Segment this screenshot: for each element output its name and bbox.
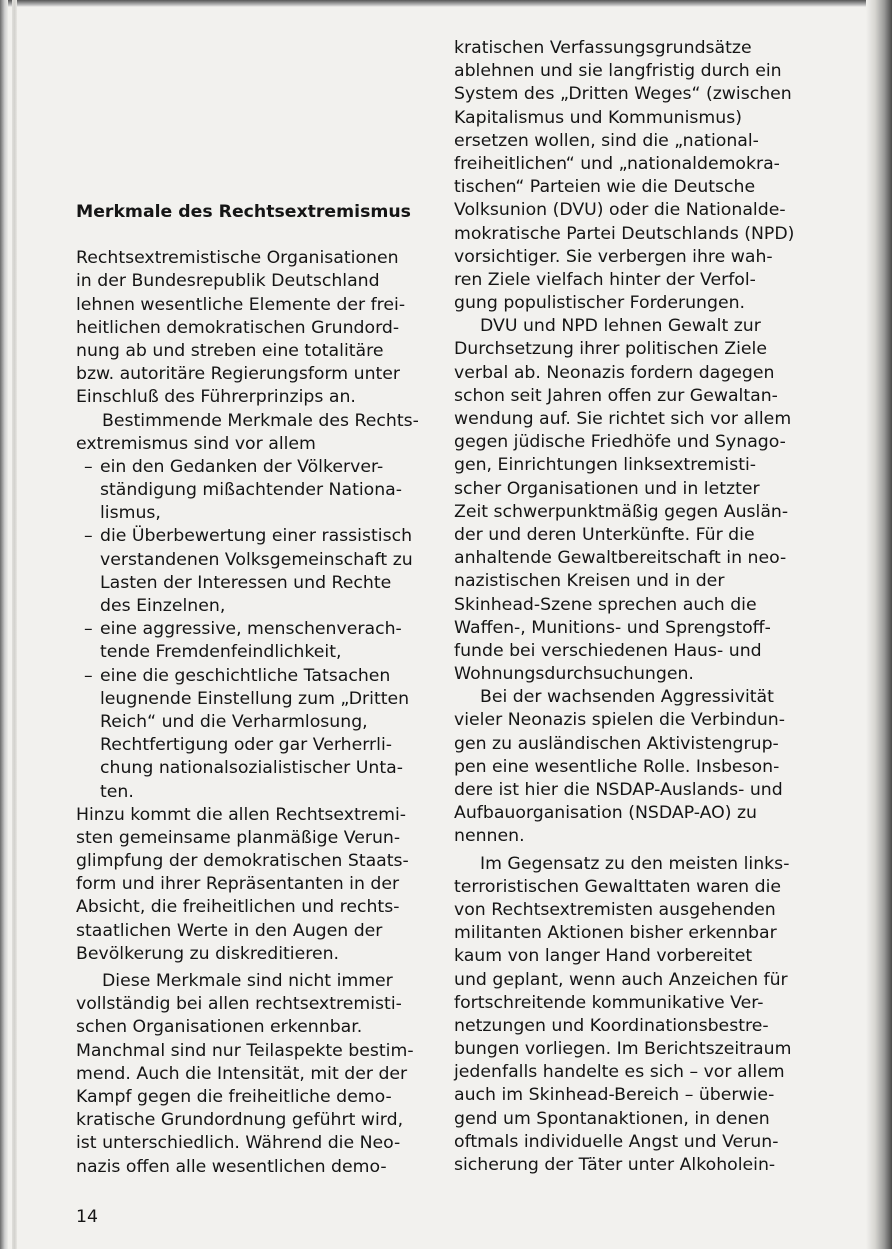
section-heading: Merkmale des Rechtsextremismus (76, 202, 411, 222)
bullet-line (76, 456, 414, 479)
text-line: Bestimmende Merkmale des Rechts- (102, 410, 419, 431)
bullet-dash: – (84, 619, 93, 640)
text-line: Einschluß des Führerprinzips an. (76, 387, 356, 408)
bullet-text: lismus, (100, 503, 161, 524)
text-line: dere ist hier die NSDAP-Auslands- und (454, 780, 783, 800)
text-line: in der Bundesrepublik Deutschland (76, 271, 380, 292)
text-line: form und ihrer Repräsentanten in der (76, 874, 400, 895)
text-line: Hinzu kommt die allen Rechtsextremi- (76, 804, 406, 825)
text-line: kratischen Verfassungsgrundsätze (454, 38, 752, 58)
bullet-text: die Überbewertung einer rassistisch (100, 526, 413, 547)
text-line: Waffen-, Munitions- und Sprengstoff- (454, 617, 771, 638)
bullet-line (76, 572, 414, 595)
bullet-line (76, 757, 414, 780)
bullet-text: Rechtfertigung oder gar Verherrli- (100, 735, 392, 756)
text-line: gen, Einrichtungen linksextremisti- (454, 455, 757, 476)
bullet-dash: – (84, 665, 93, 686)
bullet-text: Lasten der Interessen und Rechte (100, 572, 392, 593)
text-line: nennen. (454, 826, 525, 847)
text-line: Im Gegensatz zu den meisten links- (480, 853, 790, 874)
text-line: anhaltende Gewaltbereitschaft in neo- (454, 548, 787, 569)
bullet-line (76, 595, 414, 618)
scan-edge-left (0, 0, 8, 1249)
text-line: pen eine wesentliche Rolle. Insbeson- (454, 756, 780, 777)
bullet-line (76, 781, 414, 804)
paragraph-violence (454, 315, 814, 686)
text-line: jedenfalls handelte es sich – vor allem (454, 1062, 785, 1083)
paragraph-characteristics (76, 410, 419, 456)
text-line: verbal ab. Neonazis fordern dagegen (454, 362, 775, 383)
scan-edge-right (866, 0, 892, 1249)
text-line: gend um Spontanaktionen, in denen (454, 1108, 770, 1129)
text-line: sicherung der Täter unter Alkoholein- (454, 1155, 776, 1175)
text-line: ersetzen wollen, sind die „national- (454, 130, 759, 151)
text-line: DVU und NPD lehnen Gewalt zur (480, 316, 761, 337)
list-item (76, 456, 414, 526)
text-line: vollständig bei allen rechtsextremisti- (76, 994, 402, 1015)
text-line: gegen jüdische Friedhöfe und Synago- (454, 432, 786, 453)
text-line: netzungen und Koordinationsbestre- (454, 1015, 769, 1036)
list-item (76, 665, 414, 804)
text-line: Rechtsextremistische Organisationen (76, 248, 399, 269)
text-line: Diese Merkmale sind nicht immer (102, 971, 393, 991)
scan-gutter-shadow (12, 0, 17, 1249)
text-line: Absicht, die freiheitlichen und rechts- (76, 897, 400, 918)
text-line: wendung auf. Sie richtet sich vor allem (454, 409, 792, 429)
bullet-text: eine die geschichtliche Tatsachen (100, 665, 391, 686)
text-line: Volksunion (DVU) oder die Nationalde- (454, 200, 786, 221)
text-line: nazis offen alle wesentlichen demo- (76, 1156, 387, 1177)
text-line: vorsichtiger. Sie verbergen ihre wah- (454, 246, 773, 267)
bullet-text: leugnende Einstellung zum „Dritten (100, 688, 410, 709)
page-number: 14 (76, 1207, 98, 1227)
text-line: mokratische Partei Deutschlands (NPD) (454, 223, 795, 244)
text-line: heitlichen demokratischen Grundord- (76, 317, 400, 338)
bullet-line (76, 711, 414, 734)
bullet-line (76, 525, 414, 548)
text-line: ren Ziele vielfach hinter der Verfol- (454, 269, 756, 290)
bullet-line (76, 641, 414, 664)
text-line: fortschreitende kommunikative Ver- (454, 992, 764, 1013)
text-line: von Rechtsextremisten ausgehenden (454, 899, 776, 920)
paragraph-intensity (76, 970, 414, 1179)
paragraph-npd-dvu (454, 37, 814, 315)
text-line: ablehnen und sie langfristig durch ein (454, 61, 782, 82)
text-line: auch im Skinhead-Bereich – überwie- (454, 1085, 775, 1106)
list-item (76, 618, 414, 664)
text-line: scher Organisationen und in letzter (454, 478, 760, 499)
text-line: gen zu ausländischen Aktivistengrup- (454, 733, 779, 754)
text-line: bzw. autoritäre Regierungsform unter (76, 364, 401, 385)
left-column (76, 201, 419, 1179)
text-line: Bei der wachsenden Aggressivität (480, 687, 774, 708)
bullet-line (76, 665, 414, 688)
text-line: Kampf gegen die freiheitliche demo- (76, 1086, 392, 1107)
text-line: militanten Aktionen bisher erkennbar (454, 923, 777, 944)
right-column (454, 37, 814, 1177)
bullet-list (76, 456, 414, 804)
text-line: Kapitalismus und Kommunismus) (454, 107, 742, 128)
bullet-text: ein den Gedanken der Völkerver- (100, 456, 384, 477)
paragraph-foreign-ties (454, 686, 814, 848)
bullet-text: chung nationalsozialistischer Unta- (100, 758, 403, 779)
text-line: mend. Auch die Intensität, mit der der (76, 1063, 408, 1084)
text-line: gung populistischer Forderungen. (454, 293, 746, 314)
text-line: funde bei verschiedenen Haus- und (454, 640, 762, 661)
text-line: System des „Dritten Weges“ (zwischen (454, 84, 792, 105)
text-line: lehnen wesentliche Elemente der frei- (76, 294, 406, 315)
bullet-text: ten. (100, 781, 134, 802)
text-line: tischen“ Parteien wie die Deutsche (454, 177, 756, 198)
text-line: Skinhead-Szene sprechen auch die (454, 594, 757, 615)
text-line: schen Organisationen erkennbar. (76, 1017, 363, 1038)
text-line: staatlichen Werte in den Augen der (76, 920, 383, 941)
bullet-line (76, 734, 414, 757)
text-line: vieler Neonazis spielen die Verbindun- (454, 710, 785, 731)
bullet-text: ständigung mißachtender Nationa- (100, 480, 402, 501)
bullet-line (76, 688, 414, 711)
text-line: kaum von langer Hand vorbereitet (454, 946, 753, 967)
text-line: schon seit Jahren offen zur Gewaltan- (454, 385, 778, 406)
paragraph-defamation (76, 804, 414, 966)
text-line: nung ab und streben eine totalitäre (76, 340, 384, 361)
bullet-line (76, 502, 414, 525)
text-line: der und deren Unterkünfte. Für die (454, 524, 755, 545)
text-line: terroristischen Gewalttaten waren die (454, 876, 782, 897)
text-line: bungen vorliegen. Im Berichtszeitraum (454, 1039, 792, 1060)
text-line: Manchmal sind nur Teilaspekte bestim- (76, 1040, 414, 1061)
text-line: Bevölkerung zu diskreditieren. (76, 943, 340, 964)
list-item (76, 525, 414, 618)
bullet-line (76, 618, 414, 641)
bullet-text: tende Fremdenfeindlichkeit, (100, 642, 342, 663)
bullet-text: eine aggressive, menschenverach- (100, 619, 402, 640)
text-line: glimpfung der demokratischen Staats- (76, 851, 409, 872)
text-line: kratische Grundordnung geführt wird, (76, 1110, 404, 1131)
paragraph-intro (76, 247, 414, 409)
bullet-dash: – (84, 526, 93, 547)
scan-edge-top (0, 0, 892, 7)
text-line: sten gemeinsame planmäßige Verun- (76, 827, 401, 848)
text-line: oftmals individuelle Angst und Verun- (454, 1131, 779, 1152)
text-line: ist unterschiedlich. Während die Neo- (76, 1133, 401, 1154)
bullet-text: Reich“ und die Verharmlosung, (100, 711, 368, 732)
text-line: Durchsetzung ihrer politischen Ziele (454, 339, 767, 360)
text-line: extremismus sind vor allem (76, 433, 316, 454)
bullet-text: verstandenen Volksgemeinschaft zu (100, 549, 413, 570)
bullet-line (76, 479, 414, 502)
text-line: Zeit schwerpunktmäßig gegen Auslän- (454, 501, 789, 522)
bullet-text: des Einzelnen, (100, 596, 226, 616)
bullet-dash: – (84, 456, 93, 477)
text-line: nazistischen Kreisen und in der (454, 571, 725, 592)
text-line: Wohnungsdurchsuchungen. (454, 664, 694, 685)
text-line: Aufbauorganisation (NSDAP-AO) zu (454, 803, 757, 824)
text-line: und geplant, wenn auch Anzeichen für (454, 969, 788, 990)
bullet-line (76, 549, 414, 572)
paragraph-spontaneous-actions (454, 853, 814, 1178)
text-line: freiheitlichen“ und „nationaldemokra- (454, 153, 780, 174)
